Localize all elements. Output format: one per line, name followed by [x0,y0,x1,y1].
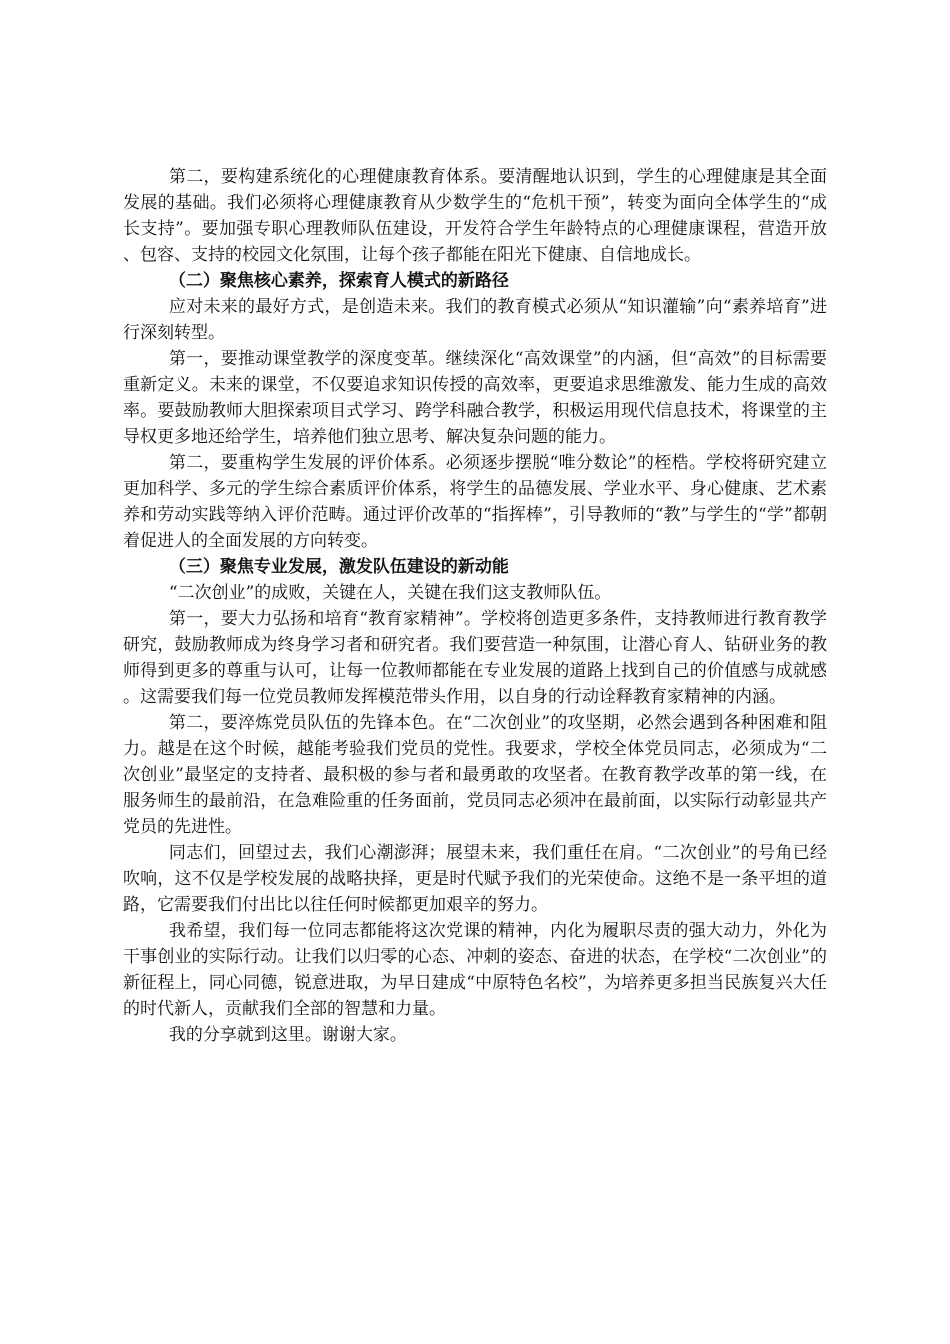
closing-paragraph: 我的分享就到这里。谢谢大家。 [168,1025,407,1045]
body-paragraph: 应对未来的最好方式，是创造未来。我们的教育模式必须从“知识灌输”向“素养培育”进行深刻转型。 [123,297,827,343]
section-heading: （二）聚焦核心素养，探索育人模式的新路径 [168,271,509,291]
body-paragraph: 我希望，我们每一位同志都能将这次党课的精神，内化为履职尽责的强大动力，外化为干事创业的实际行动。让我们以归零的心态、冲刺的姿态、奋进的状态，在学校“二次创业”的新征程上，同心同德，锐意进取，为早日建成“中原特色名校”，为培养更多担当民族复兴大任的时代新人，贡献我们全部的智慧和力量。 [123,921,827,1019]
body-paragraph: 同志们，回望过去，我们心潮澎湃；展望未来，我们重任在肩。“二次创业”的号角已经吹响，这不仅是学校发展的战略抉择，更是时代赋予我们的光荣使命。这绝不是一条平坦的道路，它需要我们付出比以往任何时候都更加艰辛的努力。 [123,843,827,915]
section-heading: （三）聚焦专业发展，激发队伍建设的新动能 [168,557,509,577]
body-paragraph: “二次创业”的成败，关键在人，关键在我们这支教师队伍。 [168,583,612,603]
body-paragraph: 第二，要重构学生发展的评价体系。必须逐步摆脱“唯分数论”的桎梏。学校将研究建立更加科学、多元的学生综合素质评价体系，将学生的品德发展、学业水平、身心健康、艺术素养和劳动实践等纳入评价范畴。通过评价改革的“指挥棒”，引导教师的“教”与学生的“学”都朝着促进人的全面发展的方向转变。 [123,453,827,551]
body-paragraph: 第一，要大力弘扬和培育“教育家精神”。学校将创造更多条件，支持教师进行教育教学研究，鼓励教师成为终身学习者和研究者。我们要营造一种氛围，让潜心育人、钻研业务的教师得到更多的尊重与认可，让每一位教师都能在专业发展的道路上找到自己的价值感与成就感。这需要我们每一位党员教师发挥模范带头作用，以自身的行动诠释教育家精神的内涵。 [123,609,827,707]
body-paragraph: 第一，要推动课堂教学的深度变革。继续深化“高效课堂”的内涵，但“高效”的目标需要重新定义。未来的课堂，不仅要追求知识传授的高效率，更要追求思维激发、能力生成的高效率。要鼓励教师大胆探索项目式学习、跨学科融合教学，积极运用现代信息技术，将课堂的主导权更多地还给学生，培养他们独立思考、解决复杂问题的能力。 [123,349,827,447]
body-paragraph: 第二，要淬炼党员队伍的先锋本色。在“二次创业”的攻坚期，必然会遇到各种困难和阻力。越是在这个时候，越能考验我们党员的党性。我要求，学校全体党员同志，必须成为“二次创业”最坚定的支持者、最积极的参与者和最勇敢的攻坚者。在教育教学改革的第一线，在服务师生的最前沿，在急难险重的任务面前，党员同志必须冲在最前面，以实际行动彰显共产党员的先进性。 [123,713,827,837]
body-paragraph: 第二，要构建系统化的心理健康教育体系。要清醒地认识到，学生的心理健康是其全面发展的基础。我们必须将心理健康教育从少数学生的“危机干预”，转变为面向全体学生的“成长支持”。要加强专职心理教师队伍建设，开发符合学生年龄特点的心理健康课程，营造开放、包容、支持的校园文化氛围，让每个孩子都能在阳光下健康、自信地成长。 [123,167,827,265]
